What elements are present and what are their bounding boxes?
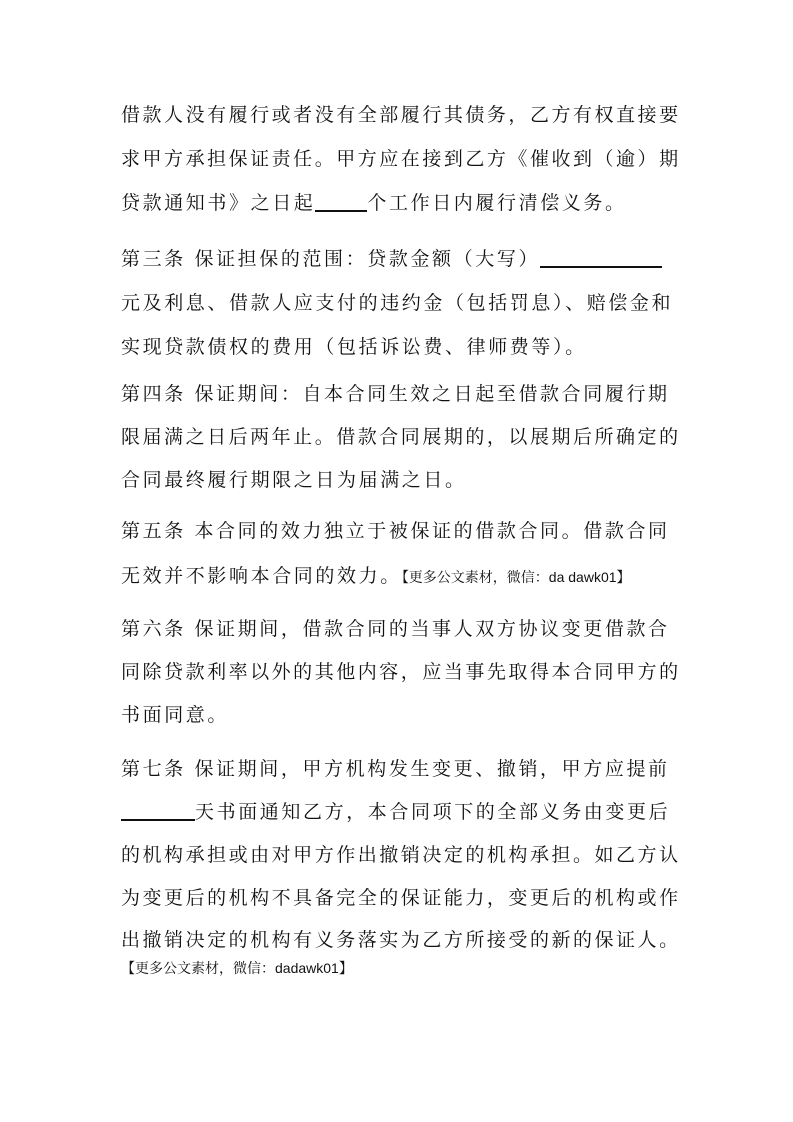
article-7-line: 的机构承担或由对甲方作出撤销决定的机构承担。如乙方认 — [121, 844, 681, 866]
paragraph-text: 个工作日内履行清偿义务。 — [367, 192, 627, 214]
article-7-line: 出撤销决定的机构有义务落实为乙方所接受的新的保证人。 — [121, 929, 681, 951]
promo-note: 【更多公文素材，微信：dadawk01】 — [121, 960, 353, 976]
article-5-line — [121, 562, 681, 590]
fill-blank-days — [121, 801, 195, 821]
paragraph-line — [121, 189, 681, 217]
article-7-line: 第七条 保证期间，甲方机构发生变更、撤销，甲方应提前 — [121, 758, 670, 780]
article-7-line — [121, 798, 681, 826]
article-3-line: 实现贷款债权的费用（包括诉讼费、律师费等）。 — [121, 336, 587, 358]
fill-blank-amount — [540, 248, 662, 268]
promo-note: 【更多公文素材，微信：da dawk01】 — [401, 569, 631, 585]
article-3-line: 元及利息、借款人应支付的违约金（包括罚息）、赔偿金和 — [121, 292, 674, 314]
paragraph-text: 天书面通知乙方，本合同项下的全部义务由变更后 — [195, 801, 671, 823]
article-4-line: 限届满之日后两年止。借款合同展期的，以展期后所确定的 — [121, 426, 681, 448]
article-7-line: 为变更后的机构不具备完全的保证能力，变更后的机构或作 — [121, 887, 681, 909]
paragraph-line: 借款人没有履行或者没有全部履行其债务，乙方有权直接要 — [121, 104, 681, 126]
article-4-line: 第四条 保证期间：自本合同生效之日起至借款合同履行期 — [121, 383, 670, 405]
paragraph-text: 无效并不影响本合同的效力。 — [121, 565, 402, 587]
article-6-line: 第六条 保证期间，借款合同的当事人双方协议变更借款合 — [121, 618, 670, 640]
article-6-line: 书面同意。 — [121, 704, 230, 726]
paragraph-text: 第三条 保证担保的范围：贷款金额（大写） — [121, 248, 541, 270]
article-6-line: 同除贷款利率以外的其他内容，应当事先取得本合同甲方的 — [121, 661, 681, 683]
paragraph-text: 贷款通知书》之日起 — [121, 192, 316, 214]
article-3-line — [121, 245, 681, 273]
article-4-line: 合同最终履行期限之日为届满之日。 — [121, 469, 467, 491]
paragraph-line: 求甲方承担保证责任。甲方应在接到乙方《催收到（逾）期 — [121, 148, 681, 170]
article-5-line: 第五条 本合同的效力独立于被保证的借款合同。借款合同 — [121, 520, 670, 542]
fill-blank-days — [315, 192, 367, 212]
